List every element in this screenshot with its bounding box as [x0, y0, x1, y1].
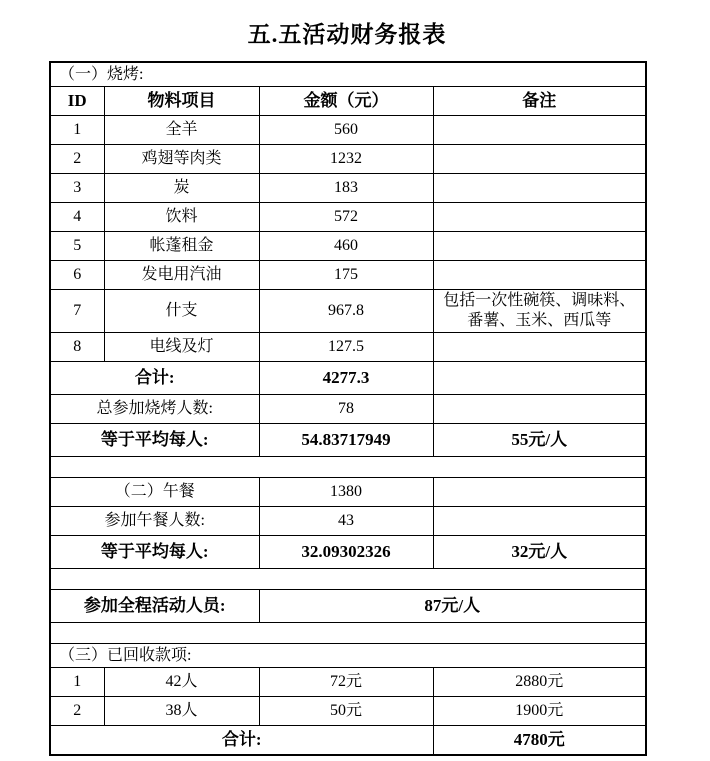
col-header-item: 物料项目 — [104, 87, 259, 116]
lunch-average-per-person: 32元/人 — [433, 536, 646, 569]
item-cell: 电线及灯 — [104, 333, 259, 362]
item-cell: 炭 — [104, 174, 259, 203]
subtotal-cell: 1900元 — [433, 697, 646, 726]
item-cell: 帐蓬租金 — [104, 232, 259, 261]
bbq-total-label: 合计: — [50, 362, 259, 395]
bbq-participants-value: 78 — [259, 395, 433, 424]
id-cell: 6 — [50, 261, 104, 290]
bbq-participants-row — [50, 395, 646, 424]
spacer-cell — [50, 569, 646, 590]
full-event-value: 87元/人 — [259, 590, 646, 623]
people-cell: 38人 — [104, 697, 259, 726]
bbq-total-amount: 4277.3 — [259, 362, 433, 395]
recovered-row — [50, 668, 646, 697]
note-cell — [433, 203, 646, 232]
item-cell: 饮料 — [104, 203, 259, 232]
note-cell — [433, 507, 646, 536]
recovered-total-row — [50, 726, 646, 756]
col-header-id: ID — [50, 87, 104, 116]
table-row — [50, 174, 646, 203]
spacer-cell — [50, 623, 646, 644]
note-cell — [433, 116, 646, 145]
item-cell: 鸡翅等肉类 — [104, 145, 259, 174]
amount-cell: 175 — [259, 261, 433, 290]
note-cell — [433, 145, 646, 174]
section1-header-row — [50, 62, 646, 87]
note-cell — [433, 362, 646, 395]
lunch-average-row — [50, 536, 646, 569]
bbq-participants-label: 总参加烧烤人数: — [50, 395, 259, 424]
id-cell: 5 — [50, 232, 104, 261]
item-cell: 全羊 — [104, 116, 259, 145]
unit-price-cell: 50元 — [259, 697, 433, 726]
spacer-row — [50, 623, 646, 644]
report-title: 五.五活动财务报表 — [247, 22, 447, 47]
note-cell — [433, 395, 646, 424]
note-cell — [433, 333, 646, 362]
id-cell: 1 — [50, 116, 104, 145]
lunch-header-label: （二）午餐 — [50, 478, 259, 507]
id-cell: 4 — [50, 203, 104, 232]
table-row — [50, 203, 646, 232]
id-cell: 2 — [50, 145, 104, 174]
note-cell — [433, 232, 646, 261]
spacer-row — [50, 457, 646, 478]
amount-cell: 183 — [259, 174, 433, 203]
section3-header: （三）已回收款项: — [50, 644, 646, 668]
recovered-total-label: 合计: — [50, 726, 433, 756]
unit-price-cell: 72元 — [259, 668, 433, 697]
full-event-label: 参加全程活动人员: — [50, 590, 259, 623]
spacer-row — [50, 569, 646, 590]
amount-cell: 560 — [259, 116, 433, 145]
bbq-average-label: 等于平均每人: — [50, 424, 259, 457]
lunch-participants-row — [50, 507, 646, 536]
item-cell: 什支 — [104, 290, 259, 333]
lunch-amount: 1380 — [259, 478, 433, 507]
bbq-total-row — [50, 362, 646, 395]
full-event-row — [50, 590, 646, 623]
lunch-header-row — [50, 478, 646, 507]
lunch-participants-value: 43 — [259, 507, 433, 536]
table-row — [50, 333, 646, 362]
id-cell: 7 — [50, 290, 104, 333]
section1-header: （一）烧烤: — [50, 62, 646, 87]
people-cell: 42人 — [104, 668, 259, 697]
bbq-average-value: 54.83717949 — [259, 424, 433, 457]
id-cell: 2 — [50, 697, 104, 726]
finance-table — [49, 61, 647, 756]
id-cell: 3 — [50, 174, 104, 203]
subtotal-cell: 2880元 — [433, 668, 646, 697]
amount-cell: 1232 — [259, 145, 433, 174]
table-row — [50, 232, 646, 261]
amount-cell: 460 — [259, 232, 433, 261]
section3-header-row — [50, 644, 646, 668]
lunch-average-value: 32.09302326 — [259, 536, 433, 569]
amount-cell: 967.8 — [259, 290, 433, 333]
item-cell: 发电用汽油 — [104, 261, 259, 290]
note-cell — [433, 478, 646, 507]
table-row — [50, 116, 646, 145]
spacer-cell — [50, 457, 646, 478]
bbq-average-row — [50, 424, 646, 457]
note-cell — [433, 261, 646, 290]
id-cell: 1 — [50, 668, 104, 697]
recovered-row — [50, 697, 646, 726]
amount-cell: 127.5 — [259, 333, 433, 362]
note-cell — [433, 174, 646, 203]
note-cell: 包括一次性碗筷、调味料、番薯、玉米、西瓜等 — [433, 290, 646, 333]
id-cell: 8 — [50, 333, 104, 362]
lunch-average-label: 等于平均每人: — [50, 536, 259, 569]
column-header-row — [50, 87, 646, 116]
lunch-participants-label: 参加午餐人数: — [50, 507, 259, 536]
table-row — [50, 145, 646, 174]
recovered-total-value: 4780元 — [433, 726, 646, 756]
bbq-average-per-person: 55元/人 — [433, 424, 646, 457]
col-header-note: 备注 — [433, 87, 646, 116]
table-row — [50, 290, 646, 333]
table-row — [50, 261, 646, 290]
col-header-amount: 金额（元） — [259, 87, 433, 116]
amount-cell: 572 — [259, 203, 433, 232]
